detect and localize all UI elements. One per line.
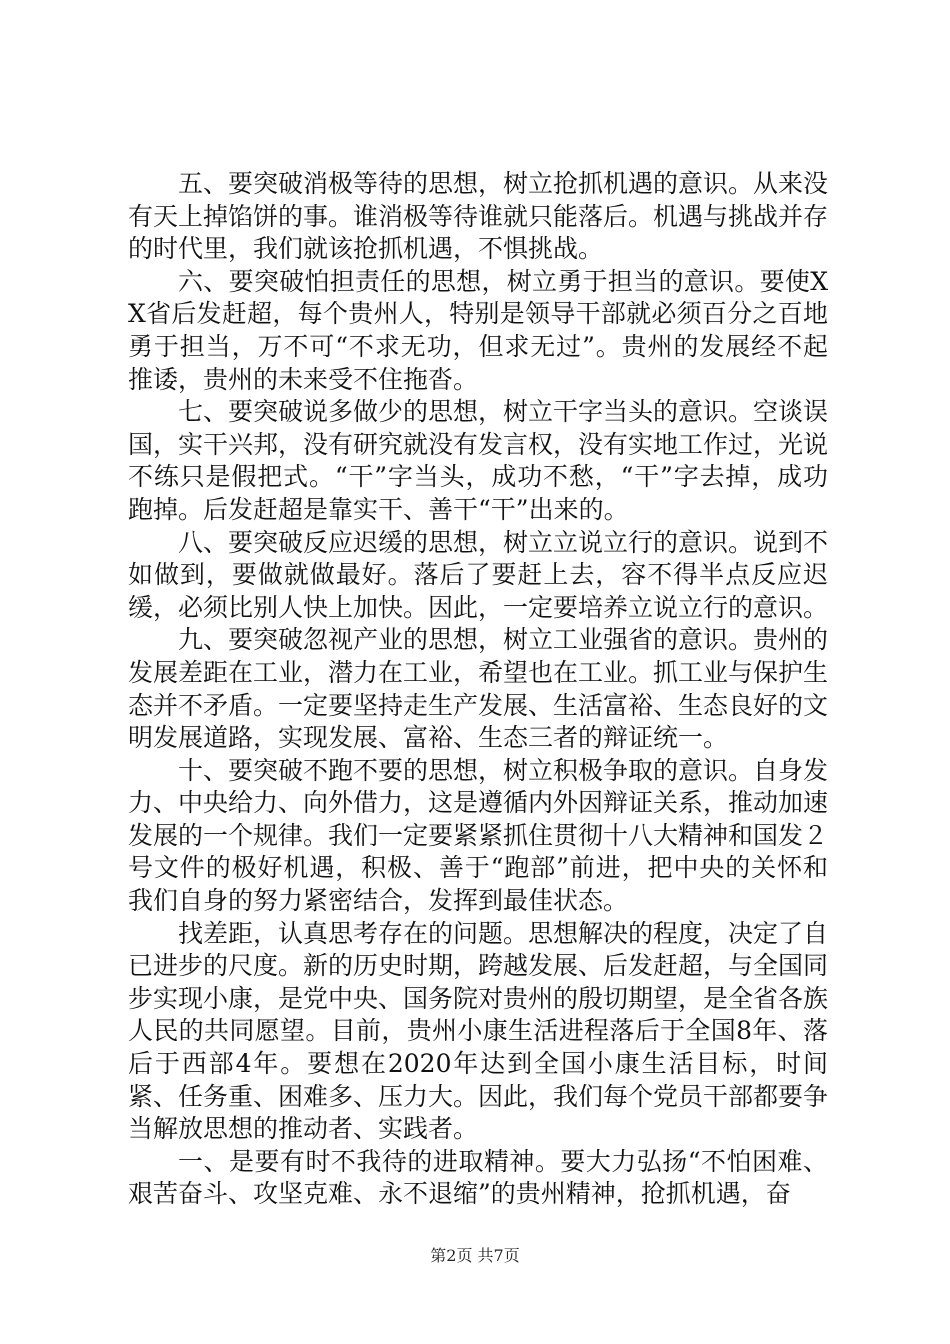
body-text (128, 168, 828, 1211)
paragraph-find-gap: 找差距，认真思考存在的问题。思想解决的程度，决定了自已进步的尺度。新的历史时期，跨越发展、后发赶超，与全国同步实现小康，是党中央、国务院对贵州的殷切期望，是全省各族人民的共同愿望。目前，贵州小康生活进程落后于全国8年、落后于西部4年。要想在2020年达到全国小康生活目标，时间紧、任务重、困难多、压力大。因此，我们每个党员干部都要争当解放思想的推动者、实践者。 (128, 918, 829, 1144)
paragraph-6: 六、要突破怕担责任的思想，树立勇于担当的意识。要使XX省后发赶超，每个贵州人，特别是领导干部就必须百分之百地勇于担当，万不可“不求无功，但求无过”。贵州的发展经不起推诿，贵州的未来受不住拖沓。 (128, 266, 828, 394)
paragraph-10: 十、要突破不跑不要的思想，树立积极争取的意识。自身发力、中央给力、向外借力，这是遵循内外因辩证关系，推动加速发展的一个规律。我们一定要紧紧抓住贯彻十八大精神和国发２号文件的极好机遇，积极、善于“跑部”前进，把中央的关怀和我们自身的努力紧密结合，发挥到最佳状态。 (128, 755, 829, 916)
paragraph-7: 七、要突破说多做少的思想，树立干字当头的意识。空谈误国，实干兴邦，没有研究就没有发言权，没有实地工作过，光说不练只是假把式。“干”字当头，成功不愁，“干”字去掉，成功跑掉。后发赶超是靠实干、善干“干”出来的。 (128, 397, 829, 524)
paragraph-point-1: 一、是要有时不我待的进取精神。要大力弘扬“不怕困难、艰苦奋斗、攻坚克难、永不退缩”的贵州精神，抢抓机遇，奋 (128, 1146, 828, 1209)
page-number-footer: 第2页 共7页 (430, 1246, 520, 1265)
paragraph-9: 九、要突破忽视产业的思想，树立工业强省的意识。贵州的发展差距在工业，潜力在工业，希望也在工业。抓工业与保护生态并不矛盾。一定要坚持走生产发展、生活富裕、生态良好的文明发展道路，实现发展、富裕、生态三者的辩证统一。 (128, 625, 829, 753)
paragraph-8: 八、要突破反应迟缓的思想，树立立说立行的意识。说到不如做到，要做就做最好。落后了要赶上去，容不得半点反应迟缓，必须比别人快上加快。因此，一定要培养立说立行的意识。 (128, 527, 829, 622)
paragraph-5: 五、要突破消极等待的思想，树立抢抓机遇的意识。从来没有天上掉馅饼的事。谁消极等待谁就只能落后。机遇与挑战并存的时代里，我们就该抢抓机遇，不惧挑战。 (128, 169, 829, 264)
